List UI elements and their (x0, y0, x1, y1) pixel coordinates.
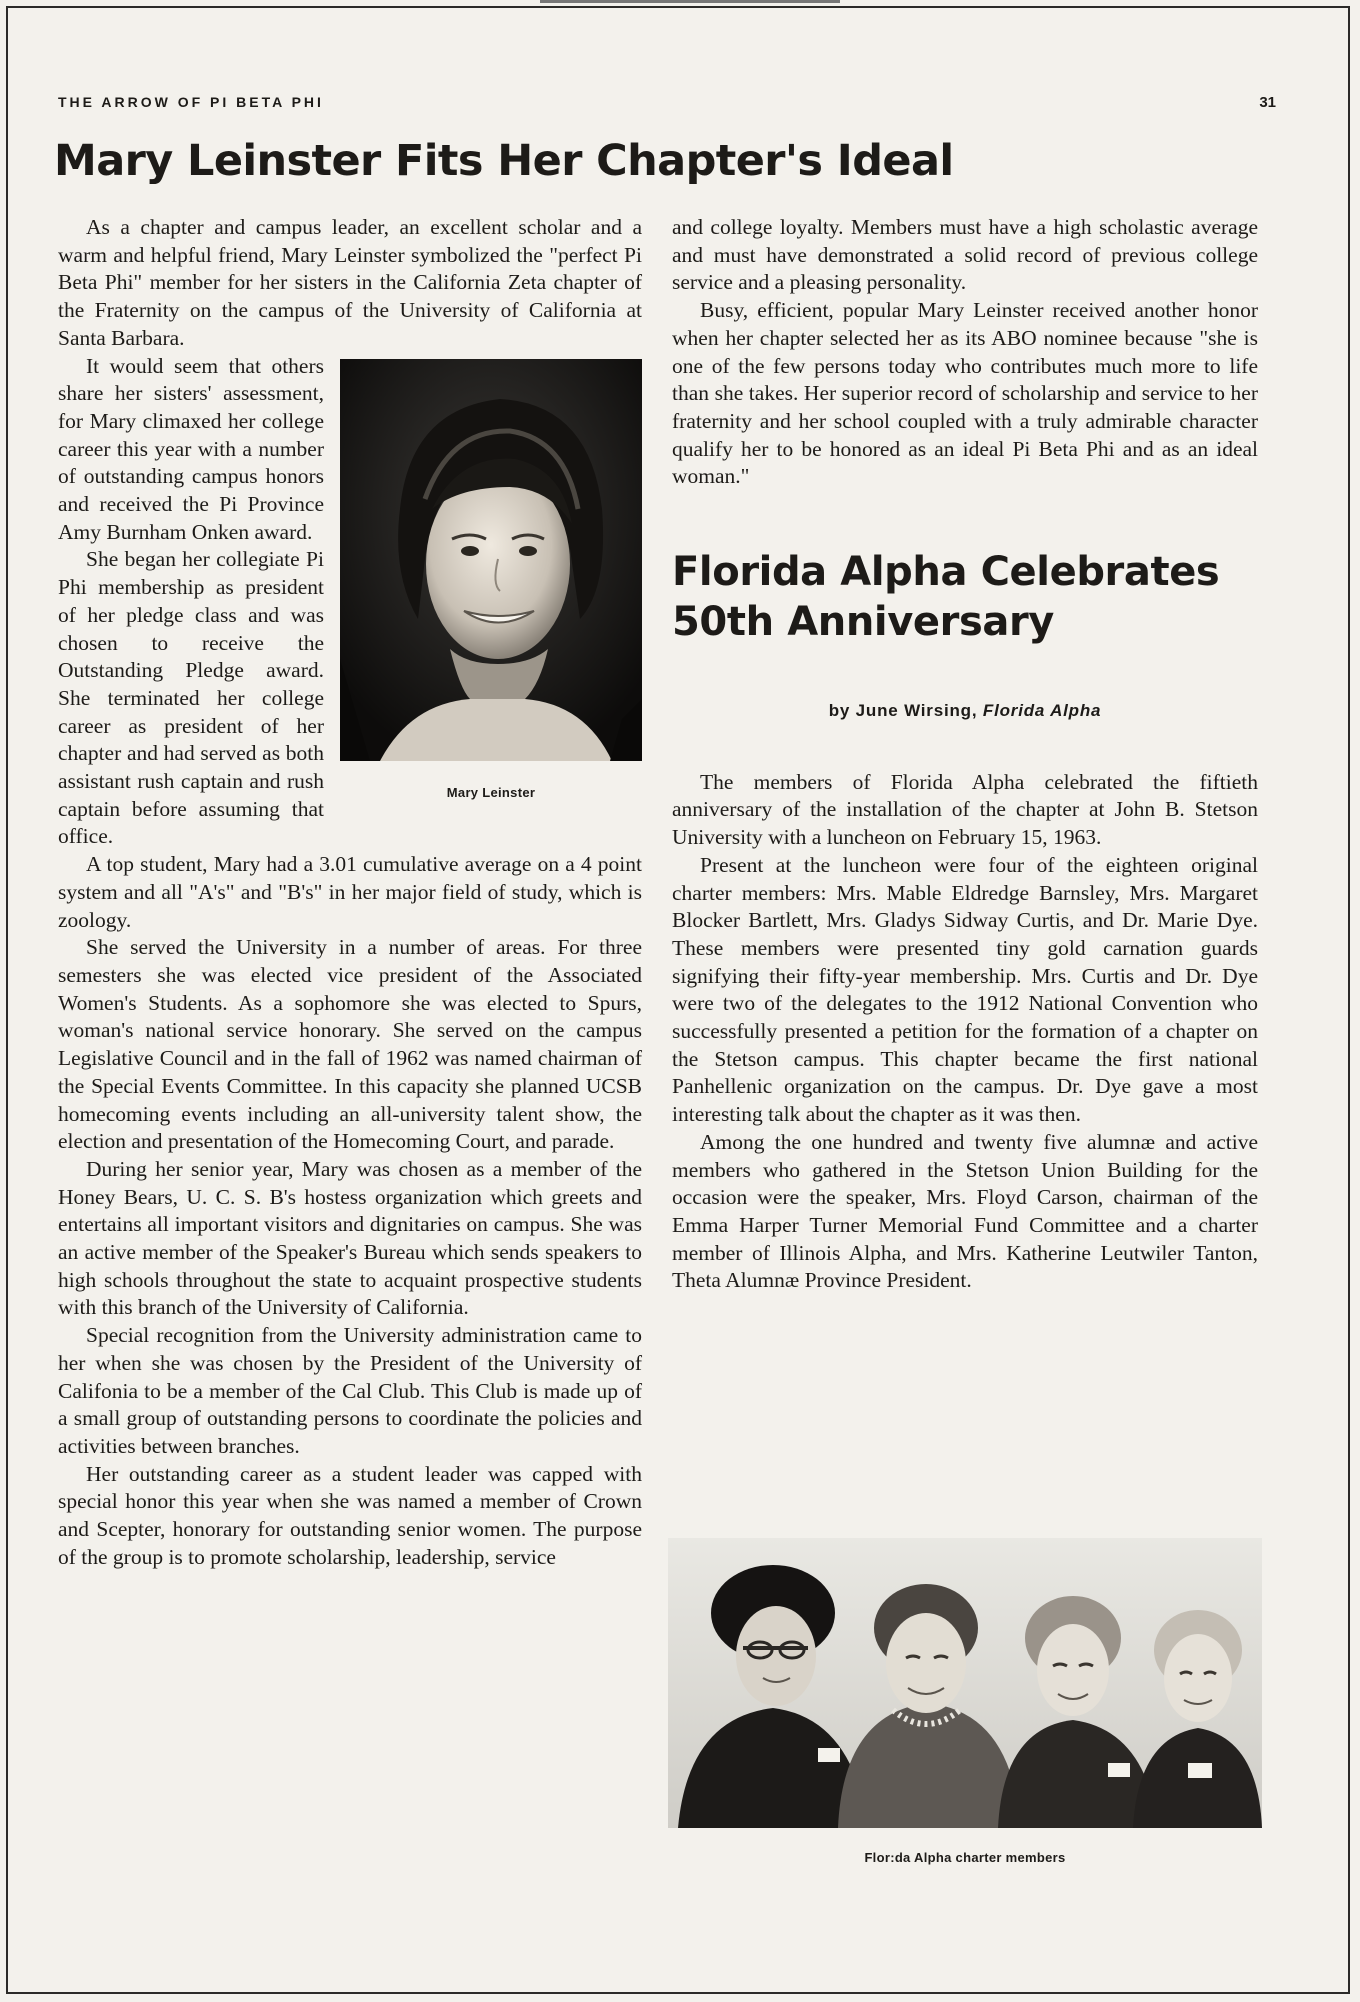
page-number: 31 (1259, 94, 1276, 111)
group-photo-caption: Flor:da Alpha charter members (864, 1850, 1066, 1865)
group-photo-figure (668, 1538, 1262, 1865)
article1-paragraph-5: She served the University in a number of areas. For three semesters she was elected vice president of the Associated Women's Students. As a sophomore she was elected to Spurs, woman's national service honorary. She served on the campus Legislative Council and in the fall of 1962 was named chairman of the Special Events Committee. In this capacity she planned UCSB homecoming events including an all-university talent show, the election and presentation of the Homecoming Court, and parade. (58, 935, 642, 1154)
byline-author: by June Wirsing, (828, 701, 983, 721)
article1-paragraph-3: She began her collegiate Pi Phi membership as president of her pledge class and was chosen to receive the Outstanding Pledge award. She terminated her college career as president of her chapter and had served as both assistant rush captain and rush captain before assuming that office. (58, 547, 324, 849)
left-column (58, 214, 642, 1571)
right-column (672, 214, 1258, 1295)
running-head: THE ARROW OF PI BETA PHI (58, 94, 324, 110)
group-photo-charter-members (668, 1538, 1262, 1828)
article1-continued-paragraph-2: Busy, efficient, popular Mary Leinster received another honor when her chapter selected her as its ABO nominee because "she is one of the few persons today who contributes much more to life than she takes. Her superior record of scholarship and service to her fraternity and her school coupled with a truly admirable character qualify her to be honored as an ideal Pi Beta Phi and as an ideal woman." (672, 298, 1258, 489)
article-title-florida-alpha (672, 547, 1258, 647)
byline-chapter: Florida Alpha (982, 701, 1102, 721)
portrait-caption: Mary Leinster (446, 784, 536, 800)
portrait-figure (340, 359, 642, 801)
article2-paragraph-1: The members of Florida Alpha celebrated the fiftieth anniversary of the installation of the chapter at John B. Stetson University with a luncheon on February 15, 1963. (672, 769, 1258, 850)
article1-paragraph-1: As a chapter and campus leader, an excellent scholar and a warm and helpful friend, Mary Leinster symbolized the "perfect Pi Beta Phi" member for her sisters in the California Zeta chapter of the Fraternity on the campus of the University of California at Santa Barbara. (58, 215, 642, 350)
scan-edge-line (540, 0, 840, 3)
article1-paragraph-7: Special recognition from the University administration came to her when she was chosen by the President of the University of Califonia to be a member of the Cal Club. This Club is made up of a small group of outstanding persons to coordinate the policies and activities between branches. (58, 1323, 642, 1458)
article1-paragraph-4: A top student, Mary had a 3.01 cumulative average on a 4 point system and all "A's" and "B's" in her major field of study, which is zoology. (58, 852, 642, 932)
portrait-photo-mary-leinster (340, 359, 642, 761)
article1-paragraph-6: During her senior year, Mary was chosen as a member of the Honey Bears, U. C. S. B's hostess organization which greets and entertains all important visitors and dignitaries on campus. She was an active member of the Speaker's Bureau which sends speakers to high schools throughout the state to acquaint prospective students with this branch of the University of California. (58, 1156, 642, 1320)
article2-paragraph-2: Present at the luncheon were four of the eighteen original charter members: Mrs. Mable Eldredge Barnsley, Mrs. Margaret Blocker Bartlett, Mrs. Gladys Sidway Curtis, and Dr. Marie Dye. These members were presented tiny gold carnation guards signifying their fifty-year membership. Mrs. Curtis and Dr. Dye were two of the delegates to the 1912 National Convention who successfully presented a petition for the formation of a chapter on the Stetson campus. This chapter became the first national Panhellenic organization on the campus. Dr. Dye gave a most interesting talk about the chapter as it was then. (672, 852, 1258, 1127)
byline (672, 697, 1258, 725)
article1-continued-paragraph-1: and college loyalty. Members must have a high scholastic average and must have demonstrated a solid record of previous college service and a pleasing personality. (672, 215, 1258, 295)
article1-paragraph-8: Her outstanding career as a student leader was capped with special honor this year when she was named a member of Crown and Scepter, honorary for outstanding senior women. The purpose of the group is to promote scholarship, leadership, service (58, 1461, 642, 1569)
article1-paragraph-2: It would seem that others share her sisters' assessment, for Mary climaxed her college career this year with a number of outstanding campus honors and received the Pi Province Amy Burnham Onken award. (58, 353, 324, 544)
headline-line-2: 50th Anniversary (672, 599, 1054, 646)
article-title-mary-leinster: Mary Leinster Fits Her Chapter's Ideal (54, 136, 954, 186)
headline-line-1: Florida Alpha Celebrates (672, 549, 1220, 596)
article2-paragraph-3: Among the one hundred and twenty five alumnæ and active members who gathered in the Stetson Union Building for the occasion were the speaker, Mrs. Floyd Carson, chairman of the Emma Harper Turner Memorial Fund Committee and a charter member of Illinois Alpha, and Mrs. Katherine Leutwiler Tanton, Theta Alumnæ Province President. (672, 1129, 1258, 1293)
